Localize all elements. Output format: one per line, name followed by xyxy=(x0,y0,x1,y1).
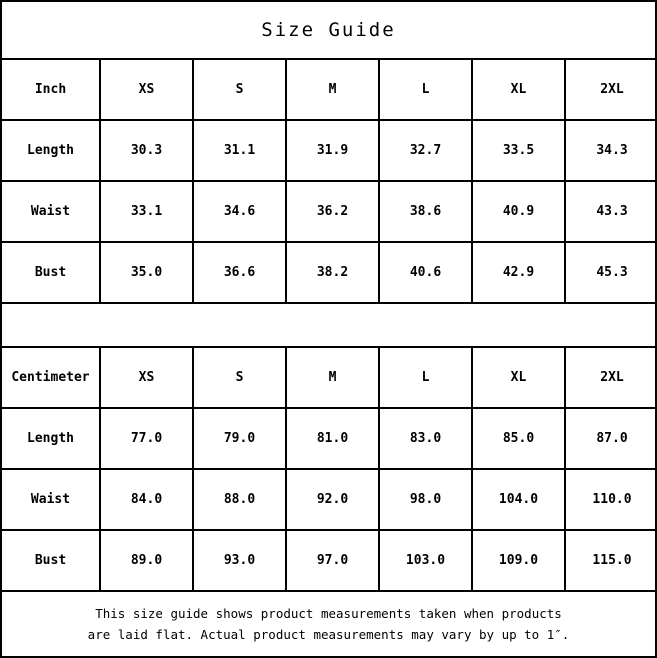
unit-header-inch: Inch xyxy=(2,60,100,120)
size-header-m: M xyxy=(286,60,379,120)
centimeter-table-block xyxy=(2,346,655,592)
size-header-m: M xyxy=(286,348,379,408)
footer-note-line-2: are laid flat. Actual product measurements may vary by up to 1″. xyxy=(87,627,570,642)
row-label-waist: Waist xyxy=(2,469,100,530)
inch-table-block xyxy=(2,58,655,304)
cell-length-m: 81.0 xyxy=(286,408,379,469)
cell-waist-xs: 84.0 xyxy=(100,469,193,530)
cell-bust-l: 103.0 xyxy=(379,530,472,590)
cell-length-xs: 77.0 xyxy=(100,408,193,469)
cell-bust-xl: 42.9 xyxy=(472,242,565,302)
size-header-l: L xyxy=(379,348,472,408)
cell-bust-s: 36.6 xyxy=(193,242,286,302)
size-header-s: S xyxy=(193,60,286,120)
table-header-row xyxy=(2,60,657,120)
size-header-xl: XL xyxy=(472,348,565,408)
cell-bust-s: 93.0 xyxy=(193,530,286,590)
cell-waist-l: 98.0 xyxy=(379,469,472,530)
cell-length-l: 32.7 xyxy=(379,120,472,181)
cell-length-xl: 85.0 xyxy=(472,408,565,469)
table-row xyxy=(2,181,657,242)
footer-note-line-1: This size guide shows product measurements taken when products xyxy=(95,605,562,621)
cell-bust-xs: 35.0 xyxy=(100,242,193,302)
cell-length-xl: 33.5 xyxy=(472,120,565,181)
size-header-2xl: 2XL xyxy=(565,348,657,408)
centimeter-size-table xyxy=(2,348,657,590)
cell-length-l: 83.0 xyxy=(379,408,472,469)
size-header-l: L xyxy=(379,60,472,120)
cell-waist-m: 92.0 xyxy=(286,469,379,530)
row-label-bust: Bust xyxy=(2,530,100,590)
cell-waist-xl: 104.0 xyxy=(472,469,565,530)
table-header-row xyxy=(2,348,657,408)
table-row xyxy=(2,408,657,469)
cell-length-xs: 30.3 xyxy=(100,120,193,181)
cell-length-2xl: 34.3 xyxy=(565,120,657,181)
inch-size-table xyxy=(2,60,657,302)
footer-note xyxy=(2,592,655,656)
cell-bust-l: 40.6 xyxy=(379,242,472,302)
cell-waist-2xl: 43.3 xyxy=(565,181,657,242)
cell-bust-m: 38.2 xyxy=(286,242,379,302)
cell-bust-2xl: 45.3 xyxy=(565,242,657,302)
table-row xyxy=(2,469,657,530)
cell-waist-xs: 33.1 xyxy=(100,181,193,242)
size-header-xl: XL xyxy=(472,60,565,120)
unit-header-centimeter: Centimeter xyxy=(2,348,100,408)
cell-length-s: 79.0 xyxy=(193,408,286,469)
cell-waist-m: 36.2 xyxy=(286,181,379,242)
cell-waist-s: 88.0 xyxy=(193,469,286,530)
row-label-length: Length xyxy=(2,408,100,469)
cell-waist-s: 34.6 xyxy=(193,181,286,242)
cell-waist-l: 38.6 xyxy=(379,181,472,242)
row-label-waist: Waist xyxy=(2,181,100,242)
cell-bust-xl: 109.0 xyxy=(472,530,565,590)
size-header-xs: XS xyxy=(100,348,193,408)
size-header-s: S xyxy=(193,348,286,408)
cell-bust-m: 97.0 xyxy=(286,530,379,590)
cell-waist-2xl: 110.0 xyxy=(565,469,657,530)
table-row xyxy=(2,242,657,302)
cell-bust-2xl: 115.0 xyxy=(565,530,657,590)
table-row xyxy=(2,530,657,590)
row-label-bust: Bust xyxy=(2,242,100,302)
table-separator xyxy=(2,304,655,346)
page-title: Size Guide xyxy=(261,19,396,41)
cell-length-m: 31.9 xyxy=(286,120,379,181)
cell-waist-xl: 40.9 xyxy=(472,181,565,242)
size-header-xs: XS xyxy=(100,60,193,120)
table-row xyxy=(2,120,657,181)
cell-bust-xs: 89.0 xyxy=(100,530,193,590)
cell-length-s: 31.1 xyxy=(193,120,286,181)
size-header-2xl: 2XL xyxy=(565,60,657,120)
cell-length-2xl: 87.0 xyxy=(565,408,657,469)
row-label-length: Length xyxy=(2,120,100,181)
